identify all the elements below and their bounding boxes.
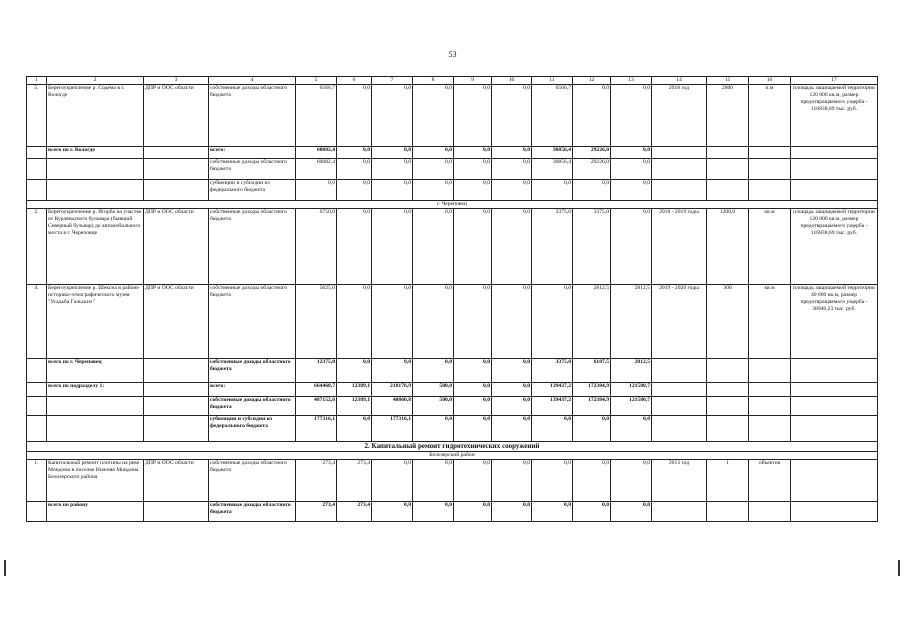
table-cell: 0,0 xyxy=(492,285,532,359)
table-cell: 2018 - 2019 годы xyxy=(652,209,707,285)
table-cell: 2800 xyxy=(707,85,749,147)
table-cell: 2019 - 2020 годы xyxy=(652,285,707,359)
table-cell: 29226,0 xyxy=(573,159,611,180)
table-cell xyxy=(791,359,878,383)
table-cell: 0,0 xyxy=(337,147,372,159)
table-cell: 6187,5 xyxy=(573,359,611,383)
table-cell xyxy=(27,359,47,383)
table-cell: 0,0 xyxy=(454,502,492,522)
table-cell: 0,0 xyxy=(492,359,532,383)
table-cell: всего: xyxy=(209,383,296,397)
table-cell: Капитальный ремонт плотины на реке Мондома в поселке Нижняя Мондома Белозерского района xyxy=(47,460,144,502)
table-cell xyxy=(707,159,749,180)
table-cell: 0,0 xyxy=(573,180,611,201)
table-cell: 0,0 xyxy=(532,502,573,522)
table-cell: 1200,0 xyxy=(707,209,749,285)
table-cell: 0,0 xyxy=(454,159,492,180)
column-number: 7 xyxy=(372,77,413,85)
district-title: Белозерский район xyxy=(27,452,878,460)
table-cell: 121580,7 xyxy=(611,397,652,416)
table-cell: 0,0 xyxy=(611,416,652,442)
table-cell: 0,0 xyxy=(454,180,492,201)
table-cell: собственные доходы областного бюджета xyxy=(209,159,296,180)
table-cell xyxy=(791,397,878,416)
table-cell: 0,0 xyxy=(611,180,652,201)
total-row xyxy=(27,416,878,442)
table-cell: 5625,0 xyxy=(296,285,337,359)
table-cell: 0,0 xyxy=(611,159,652,180)
table-cell xyxy=(144,359,209,383)
table-cell: 300 xyxy=(707,285,749,359)
column-number: 11 xyxy=(532,77,573,85)
total-row xyxy=(27,359,878,383)
table-cell: 0,0 xyxy=(372,159,413,180)
table-cell xyxy=(47,180,144,201)
table-cell xyxy=(652,416,707,442)
table-cell xyxy=(144,159,209,180)
subsection-heading-row xyxy=(27,201,878,209)
table-cell: 0,0 xyxy=(337,416,372,442)
table-cell: 0,0 xyxy=(573,85,611,147)
table-cell: 2013 год xyxy=(652,460,707,502)
table-cell: ДПР и ООС области xyxy=(144,209,209,285)
table-cell: 0,0 xyxy=(454,416,492,442)
subsection-heading-row xyxy=(27,452,878,460)
table-cell: 0,0 xyxy=(492,383,532,397)
table-cell: 0,0 xyxy=(492,85,532,147)
table-cell: 0,0 xyxy=(454,285,492,359)
table-cell: 0,0 xyxy=(337,285,372,359)
table-cell xyxy=(27,397,47,416)
table-cell: 40860,8 xyxy=(372,397,413,416)
table-cell: площадь защищаемой территории 120 000 кв.м, размер предотвращаемого ущерба - 116838,69 тыс. руб. xyxy=(791,85,878,147)
table-cell: 0,0 xyxy=(573,460,611,502)
table-cell: 0,0 xyxy=(611,147,652,159)
table-cell: 0,0 xyxy=(492,147,532,159)
table-cell: объектов xyxy=(749,460,791,502)
table-cell: Берегоукрепление р. Шексна в районе историко-этнографического музея "Усадьба Гальских" xyxy=(47,285,144,359)
table-cell: 12375,0 xyxy=(296,359,337,383)
table-cell xyxy=(652,502,707,522)
table-cell xyxy=(144,180,209,201)
section-heading-row xyxy=(27,442,878,452)
table-cell: 0,0 xyxy=(454,147,492,159)
table-cell: 3375,0 xyxy=(532,209,573,285)
table-cell: Берегоукрепление р. Ягорба на участке от Курляндского бульвара (бывший Северный бульвар) до автомобильного моста в г. Череповце xyxy=(47,209,144,285)
table-cell: 0,0 xyxy=(372,209,413,285)
table-cell: собственные доходы областного бюджета xyxy=(209,397,296,416)
table-cell: всего: xyxy=(209,147,296,159)
section-title: 2. Капитальный ремонт гидротехнических сооружений xyxy=(27,442,878,452)
table-cell: 6750,0 xyxy=(296,209,337,285)
table-cell xyxy=(707,147,749,159)
table-cell xyxy=(707,180,749,201)
table-cell: 0,0 xyxy=(454,209,492,285)
table-cell: 0,0 xyxy=(337,159,372,180)
page-edge-marker-left xyxy=(4,560,6,576)
page-edge-marker-right xyxy=(898,560,900,576)
table-cell: 0,0 xyxy=(413,180,454,201)
table-cell: всего по г. Вологде xyxy=(47,147,144,159)
table-cell: 0,0 xyxy=(337,359,372,383)
table-cell: 0,0 xyxy=(454,397,492,416)
table-cell xyxy=(27,147,47,159)
total-row xyxy=(27,502,878,522)
table-cell xyxy=(791,460,878,502)
table-cell xyxy=(47,159,144,180)
table-cell xyxy=(707,416,749,442)
table-cell xyxy=(791,502,878,522)
column-number: 15 xyxy=(707,77,749,85)
table-cell: собственные доходы областного бюджета xyxy=(209,209,296,285)
total-row xyxy=(27,383,878,397)
column-number: 3 xyxy=(144,77,209,85)
table-cell: всего по г. Череповец xyxy=(47,359,144,383)
table-cell: 0,0 xyxy=(296,180,337,201)
table-cell xyxy=(749,147,791,159)
table-cell: площадь защищаемой территории 40 000 кв.м, размер предотвращаемого ущерба - 38946,23 тыс. руб. xyxy=(791,285,878,359)
table-cell: кв.м xyxy=(749,285,791,359)
table-cell xyxy=(144,147,209,159)
table-cell: субвенции и субсидии из федерального бюджета xyxy=(209,416,296,442)
table-cell: 0,0 xyxy=(611,85,652,147)
table-cell: 172384,9 xyxy=(573,397,611,416)
table-cell: собственные доходы областного бюджета xyxy=(209,359,296,383)
table-cell: 12389,1 xyxy=(337,383,372,397)
table-cell xyxy=(791,147,878,159)
table-cell: 0,0 xyxy=(372,359,413,383)
table-cell: 0,0 xyxy=(413,85,454,147)
table-cell: 0,0 xyxy=(372,180,413,201)
table-cell: 500,0 xyxy=(413,397,454,416)
column-number: 16 xyxy=(749,77,791,85)
table-cell: всего по району xyxy=(47,502,144,522)
table-cell: 487152,6 xyxy=(296,397,337,416)
total-row xyxy=(27,147,878,159)
table-cell: 0,0 xyxy=(413,285,454,359)
table-cell: 0,0 xyxy=(372,460,413,502)
district-title: г. Череповец xyxy=(27,201,878,209)
table-cell: 60082,4 xyxy=(296,147,337,159)
table-cell: 0,0 xyxy=(337,180,372,201)
table-cell: 0,0 xyxy=(492,397,532,416)
table-cell xyxy=(652,147,707,159)
table-row xyxy=(27,460,878,502)
table-cell: 0,0 xyxy=(492,416,532,442)
table-cell: 6566,7 xyxy=(532,85,573,147)
table-cell xyxy=(749,159,791,180)
table-cell xyxy=(652,159,707,180)
table-cell: 0,0 xyxy=(492,502,532,522)
column-number: 4 xyxy=(209,77,296,85)
column-number: 9 xyxy=(454,77,492,85)
table-cell xyxy=(791,180,878,201)
table-cell: 0,0 xyxy=(611,209,652,285)
table-cell: 0,0 xyxy=(413,416,454,442)
table-cell: 29226,0 xyxy=(573,147,611,159)
table-cell: 3375,0 xyxy=(532,359,573,383)
table-cell: площадь защищаемой территории 120 000 кв.м, размер предотвращаемого ущерба - 116838,69 тыс. руб. xyxy=(791,209,878,285)
table-cell: 30856,4 xyxy=(532,147,573,159)
table-cell: собственные доходы областного бюджета xyxy=(209,460,296,502)
table-cell: 139437,2 xyxy=(532,383,573,397)
column-number: 5 xyxy=(296,77,337,85)
table-cell: 0,0 xyxy=(532,460,573,502)
table-cell: 273,4 xyxy=(296,502,337,522)
table-cell: 1. xyxy=(27,460,47,502)
column-number: 2 xyxy=(47,77,144,85)
table-cell: 273,4 xyxy=(337,460,372,502)
table-cell: 2018 год xyxy=(652,85,707,147)
table-cell: 273,4 xyxy=(296,460,337,502)
table-row xyxy=(27,180,878,201)
table-cell xyxy=(27,159,47,180)
budget-table xyxy=(26,76,878,522)
table-cell: 0,0 xyxy=(372,85,413,147)
table-cell: 0,0 xyxy=(413,359,454,383)
table-cell xyxy=(144,383,209,397)
table-cell: 0,0 xyxy=(492,180,532,201)
page-number: 53 xyxy=(448,50,457,59)
table-cell: 0,0 xyxy=(337,85,372,147)
table-cell xyxy=(707,383,749,397)
column-number: 13 xyxy=(611,77,652,85)
table-cell: собственные доходы областного бюджета xyxy=(209,285,296,359)
table-cell xyxy=(652,359,707,383)
table-cell: ДПР и ООС области xyxy=(144,460,209,502)
table-cell xyxy=(749,383,791,397)
table-cell: 0,0 xyxy=(454,383,492,397)
table-cell xyxy=(27,383,47,397)
table-cell xyxy=(791,159,878,180)
table-cell: собственные доходы областного бюджета xyxy=(209,85,296,147)
table-cell: 30856,4 xyxy=(532,159,573,180)
table-cell: ДПР и ООС области xyxy=(144,85,209,147)
table-cell xyxy=(652,397,707,416)
table-cell: 0,0 xyxy=(413,460,454,502)
table-cell: субвенции и субсидии из федерального бюджета xyxy=(209,180,296,201)
table-cell: 0,0 xyxy=(611,502,652,522)
column-number: 17 xyxy=(791,77,878,85)
table-cell: 0,0 xyxy=(492,159,532,180)
table-cell: 0,0 xyxy=(492,209,532,285)
table-cell: 0,0 xyxy=(372,285,413,359)
table-cell xyxy=(791,416,878,442)
table-cell xyxy=(47,416,144,442)
table-cell: 60082,4 xyxy=(296,159,337,180)
table-cell xyxy=(707,502,749,522)
column-number: 12 xyxy=(573,77,611,85)
table-cell xyxy=(707,397,749,416)
table-cell: 2812,5 xyxy=(611,285,652,359)
table-cell xyxy=(27,180,47,201)
table-cell: 2812,5 xyxy=(573,285,611,359)
table-cell: 0,0 xyxy=(454,460,492,502)
table-cell xyxy=(144,416,209,442)
table-cell xyxy=(791,383,878,397)
table-cell: 218176,9 xyxy=(372,383,413,397)
table-cell: 0,0 xyxy=(454,85,492,147)
table-cell: 0,0 xyxy=(413,502,454,522)
table-cell xyxy=(652,180,707,201)
table-cell: п.м xyxy=(749,85,791,147)
table-cell xyxy=(749,359,791,383)
table-cell: 273,4 xyxy=(337,502,372,522)
table-cell xyxy=(27,502,47,522)
table-cell: ДПР и ООС области xyxy=(144,285,209,359)
table-cell: 3375,0 xyxy=(573,209,611,285)
table-cell xyxy=(749,502,791,522)
table-cell xyxy=(749,416,791,442)
table-cell: 0,0 xyxy=(573,502,611,522)
table-cell: 6566,7 xyxy=(296,85,337,147)
table-cell: 177316,1 xyxy=(296,416,337,442)
column-number: 8 xyxy=(413,77,454,85)
table-cell: 0,0 xyxy=(337,209,372,285)
table-cell: 0,0 xyxy=(372,502,413,522)
table-cell: 2. xyxy=(27,209,47,285)
table-cell: 0,0 xyxy=(413,159,454,180)
table-row xyxy=(27,285,878,359)
table-cell: 5. xyxy=(27,85,47,147)
table-cell: всего по подразделу 1: xyxy=(47,383,144,397)
table-cell: кв.м xyxy=(749,209,791,285)
table-cell xyxy=(47,397,144,416)
table-cell: 0,0 xyxy=(532,285,573,359)
table-row xyxy=(27,209,878,285)
table-cell xyxy=(652,383,707,397)
table-cell xyxy=(144,502,209,522)
column-number: 6 xyxy=(337,77,372,85)
table-cell: 4. xyxy=(27,285,47,359)
table-cell: собственные доходы областного бюджета xyxy=(209,502,296,522)
column-number-header xyxy=(27,77,878,85)
table-cell: 0,0 xyxy=(532,416,573,442)
table-cell: Берегоукрепление р. Содема в г. Вологде xyxy=(47,85,144,147)
table-cell: 0,0 xyxy=(492,460,532,502)
table-cell xyxy=(749,180,791,201)
table-cell: 500,0 xyxy=(413,383,454,397)
table-cell: 177316,1 xyxy=(372,416,413,442)
table-cell: 1 xyxy=(707,460,749,502)
table-cell: 0,0 xyxy=(611,460,652,502)
table-cell: 0,0 xyxy=(413,209,454,285)
table-cell: 0,0 xyxy=(372,147,413,159)
table-cell: 12389,1 xyxy=(337,397,372,416)
table-cell: 0,0 xyxy=(413,147,454,159)
table-cell: 172384,9 xyxy=(573,383,611,397)
table-cell: 139437,2 xyxy=(532,397,573,416)
table-cell: 121580,7 xyxy=(611,383,652,397)
table-cell xyxy=(707,359,749,383)
table-row xyxy=(27,85,878,147)
table-cell xyxy=(144,397,209,416)
column-number: 10 xyxy=(492,77,532,85)
table-cell xyxy=(27,416,47,442)
table-cell xyxy=(749,397,791,416)
table-cell: 0,0 xyxy=(573,416,611,442)
table-row xyxy=(27,159,878,180)
table-cell: 0,0 xyxy=(454,359,492,383)
column-number: 14 xyxy=(652,77,707,85)
total-row xyxy=(27,397,878,416)
column-number: 1 xyxy=(27,77,47,85)
table-cell: 0,0 xyxy=(532,180,573,201)
table-cell: 664468,7 xyxy=(296,383,337,397)
table-cell: 2812,5 xyxy=(611,359,652,383)
